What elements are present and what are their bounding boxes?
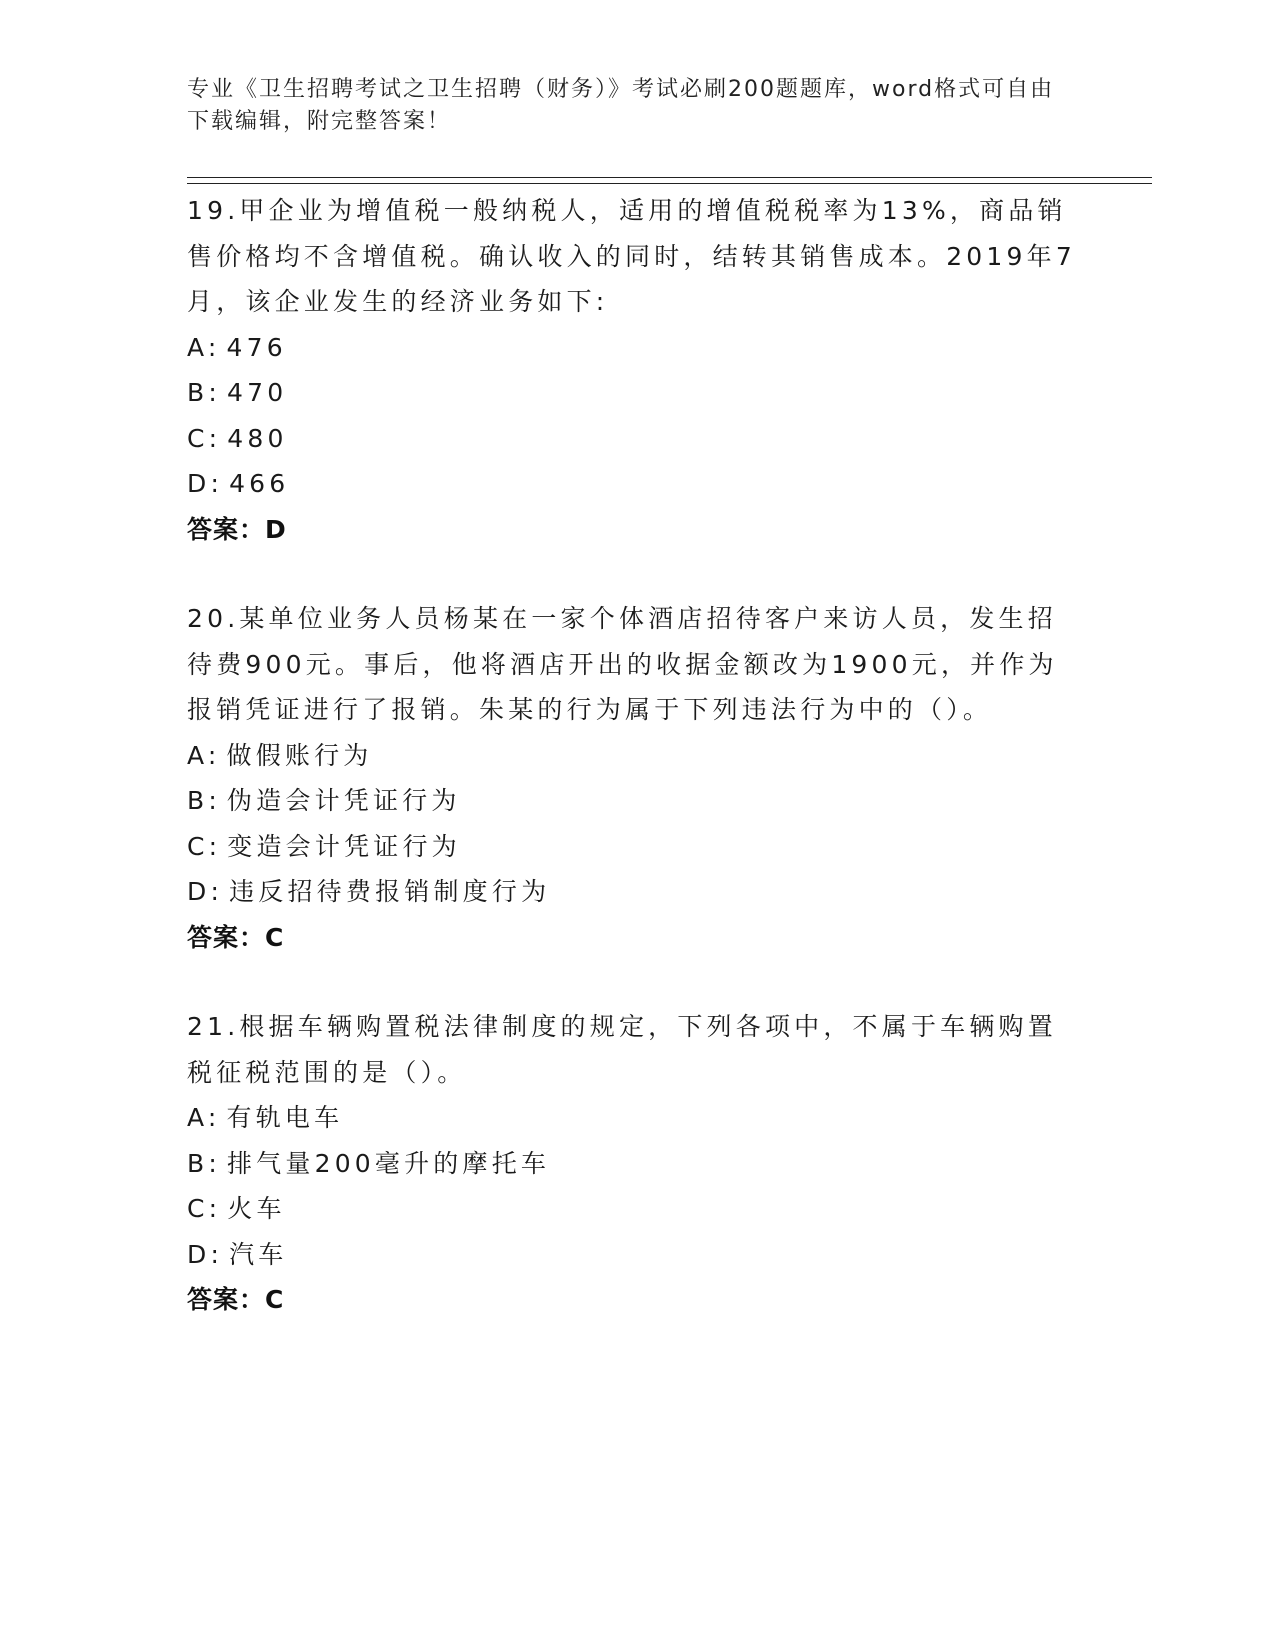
option-separator: : bbox=[208, 786, 221, 815]
option-text: 汽车 bbox=[229, 1239, 288, 1269]
option-a bbox=[187, 733, 1077, 779]
option-text: 做假账行为 bbox=[226, 740, 373, 770]
option-c bbox=[187, 416, 1077, 462]
option-separator: : bbox=[208, 1148, 221, 1178]
question-number: 19. bbox=[187, 196, 240, 225]
option-c bbox=[187, 824, 1077, 870]
option-separator: : bbox=[210, 469, 224, 498]
option-separator: : bbox=[207, 332, 221, 362]
option-letter: A bbox=[187, 740, 208, 770]
option-text: 违反招待费报销制度行为 bbox=[229, 877, 551, 906]
option-letter: A bbox=[187, 332, 208, 362]
question-20 bbox=[187, 596, 1077, 960]
option-letter: C bbox=[187, 831, 209, 861]
option-letter: B bbox=[187, 786, 209, 815]
option-text: 变造会计凭证行为 bbox=[227, 831, 461, 861]
question-number: 20. bbox=[187, 604, 240, 633]
option-separator: : bbox=[208, 378, 221, 407]
answer-label: 答案：D bbox=[187, 514, 287, 544]
question-stem bbox=[187, 596, 1077, 733]
option-text: 480 bbox=[227, 423, 288, 453]
option-letter: A bbox=[187, 1103, 208, 1132]
option-b bbox=[187, 1141, 1077, 1187]
option-b bbox=[187, 778, 1077, 824]
option-separator: : bbox=[208, 423, 222, 453]
option-text: 476 bbox=[226, 332, 287, 362]
question-number: 21. bbox=[187, 1012, 240, 1041]
question-21 bbox=[187, 1004, 1077, 1323]
question-19 bbox=[187, 188, 1077, 552]
option-separator: : bbox=[208, 1194, 222, 1223]
option-letter: D bbox=[187, 1239, 211, 1269]
document-header: 专业《卫生招聘考试之卫生招聘（财务）》考试必刷200题题库，word格式可自由下载编辑，附完整答案！ bbox=[187, 77, 1055, 134]
option-a bbox=[187, 325, 1077, 371]
option-a bbox=[187, 1095, 1077, 1141]
option-text: 470 bbox=[226, 378, 288, 407]
option-d bbox=[187, 461, 1077, 507]
option-text: 伪造会计凭证行为 bbox=[226, 786, 461, 815]
question-list bbox=[187, 188, 1077, 1367]
header-rule-top bbox=[187, 177, 1152, 178]
answer-label: 答案：C bbox=[187, 922, 285, 952]
option-letter: C bbox=[187, 1194, 209, 1223]
option-d bbox=[187, 1232, 1077, 1278]
option-letter: D bbox=[187, 469, 211, 498]
question-stem bbox=[187, 1004, 1077, 1095]
header-rule-bottom bbox=[187, 183, 1152, 184]
option-letter: B bbox=[187, 378, 209, 407]
question-text: 根据车辆购置税法律制度的规定，下列各项中，不属于车辆购置税征税范围的是（）。 bbox=[187, 1012, 1057, 1087]
option-letter: C bbox=[187, 423, 209, 453]
option-text: 排气量200毫升的摩托车 bbox=[226, 1148, 551, 1178]
option-d bbox=[187, 869, 1077, 915]
option-text: 有轨电车 bbox=[226, 1103, 344, 1132]
option-separator: : bbox=[207, 740, 221, 770]
option-separator: : bbox=[208, 831, 222, 861]
option-separator: : bbox=[210, 1239, 224, 1269]
option-separator: : bbox=[207, 1103, 221, 1132]
option-separator: : bbox=[210, 877, 224, 906]
option-letter: B bbox=[187, 1148, 209, 1178]
option-text: 火车 bbox=[227, 1194, 286, 1223]
question-text: 某单位业务人员杨某在一家个体酒店招待客户来访人员，发生招待费900元。事后，他将酒店开出的收据金额改为1900元，并作为报销凭证进行了报销。朱某的行为属于下列违法行为中的（）。 bbox=[187, 604, 1058, 724]
option-c bbox=[187, 1186, 1077, 1232]
question-text: 甲企业为增值税一般纳税人，适用的增值税税率为13%，商品销售价格均不含增值税。确认收入的同时，结转其销售成本。2019年7月，该企业发生的经济业务如下: bbox=[187, 196, 1076, 316]
answer-label: 答案：C bbox=[187, 1285, 285, 1314]
question-stem bbox=[187, 188, 1077, 325]
option-text: 466 bbox=[229, 469, 290, 498]
option-letter: D bbox=[187, 877, 211, 906]
option-b bbox=[187, 370, 1077, 416]
